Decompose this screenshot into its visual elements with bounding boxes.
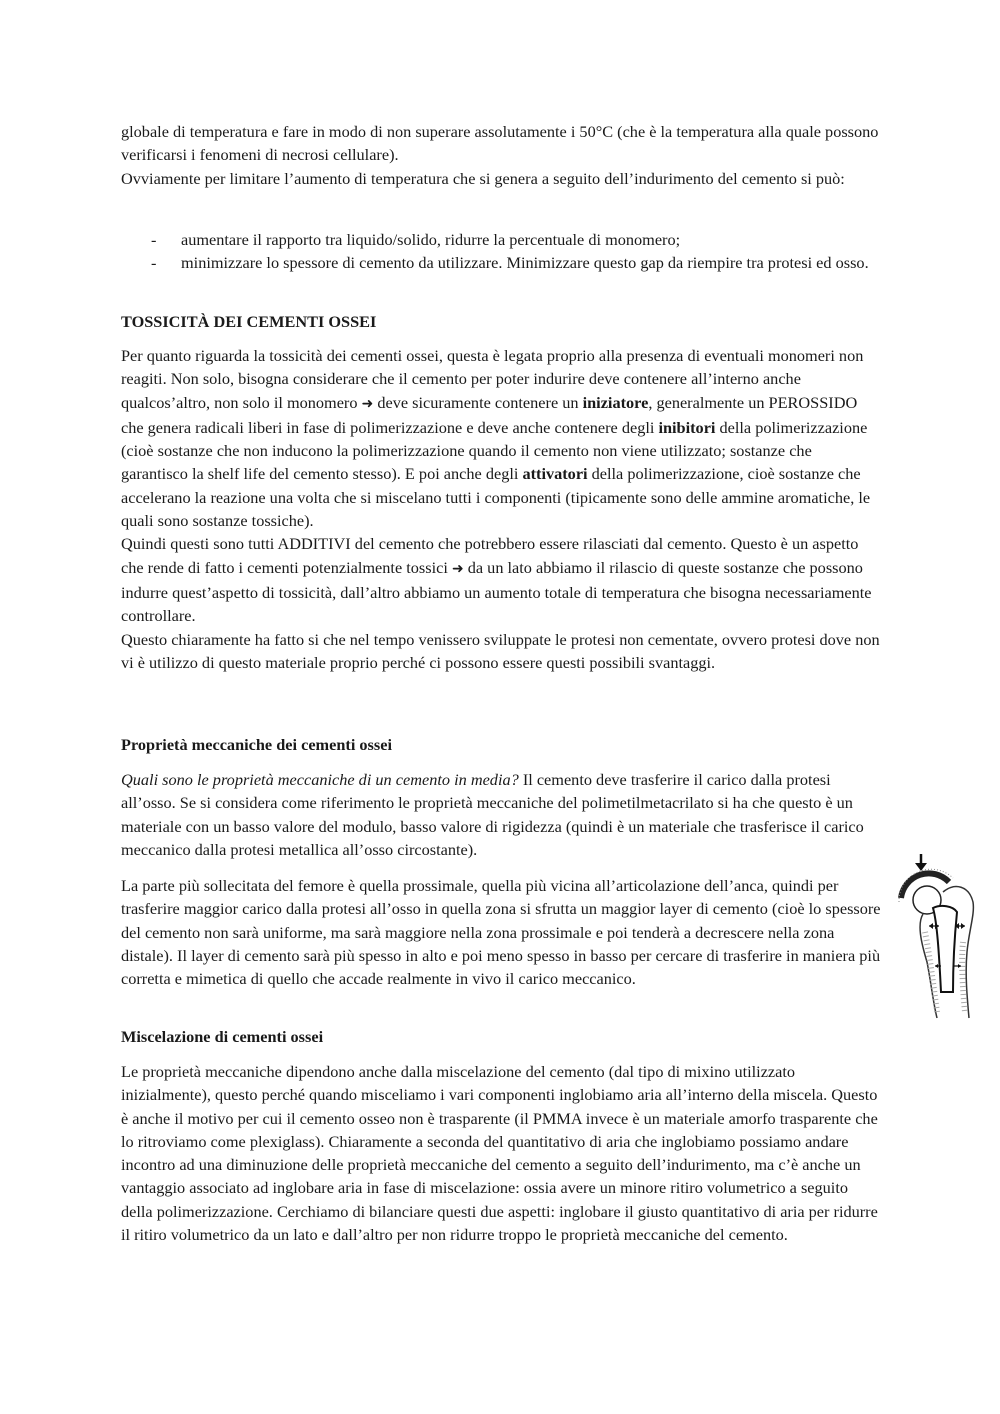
question-italic: Quali sono le proprietà meccaniche di un cemento in media? [121,770,519,789]
miscelazione-paragraph-1: Le proprietà meccaniche dipendono anche dalla miscelazione del cemento (dal tipo di mixino utilizzato inizialmente), questo perché quando misceliamo i vari componenti inglobiamo aria all’interno della miscela. Questo è anche il motivo per cui il cemento osseo non è trasparente (il PMMA invece è un materiale amorfo trasparente che lo ritroviamo come plexiglass). Chiaramente a seconda del quantitativo di aria che inglobiamo possiamo andare incontro ad una diminuzione delle proprietà meccaniche del cemento a seguito dell’indurimento, ma c’è anche un vantaggio associato ad inglobare aria in fase di miscelazione: ossia avere un minore ritiro volumetrico a seguito della polimerizzazione. Cerchiamo di bilanciare questi due aspetti: inglobare il giusto quantitativo di aria per ridurre il ritiro volumetrico da un lato e dall’altro per non ridurre troppo le proprietà meccaniche del cemento. [121,1062,878,1245]
intro-paragraph-2: Ovviamente per limitare l’aumento di temperatura che si genera a seguito dell’indurimento del cemento si può: [121,168,845,188]
tossicita-paragraph-1: Per quanto riguarda la tossicità dei cementi ossei, questa è legata proprio alla presenza di eventuali monomeri non reagiti. Non solo, bisogna considerare che il cemento per poter indurire deve contenere all’interno anche qualcos’altro, non solo il monomero ➜ deve sicuramente contenere un iniziatore, generalmente un PEROSSIDO che genera radicali liberi in fase di polimerizzazione e deve anche contenere degli inibitori della polimerizzazione (cioè sostanze che non inducono la polimerizzazione quando il cemento non viene utilizzato; sostanze che garantisco la shelf life del cemento stesso). E poi anche degli attivatori della polimerizzazione, cioè sostanze che accelerano la reazione una volta che si miscelano tutti i componenti (tipicamente sono delle ammine aromatiche, le quali sono sostanze tossiche). [121,346,871,531]
femur-prosthesis-illustration [883,852,993,1020]
list-item-text: aumentare il rapporto tra liquido/solido, ridurre la percentuale di monomero; [181,230,681,249]
miscelazione-body [121,1060,881,1246]
tossicita-section [121,310,881,333]
meccaniche-body-1 [121,768,881,861]
bullet-dash: - [151,253,157,273]
meccaniche-paragraph-1: Quali sono le proprietà meccaniche di un cemento in media? Il cemento deve trasferire il carico dalla protesi all’osso. Se si considera come riferimento le proprietà meccaniche del polimetilmetacrilato si ha che questo è un materiale con un basso valore del modulo, basso valore di rigidezza (quindi è un materiale che trasferisce il carico meccanico dalla protesi metallica all’osso circostante). [121,770,864,859]
arrow-right-icon: ➜ [361,395,374,412]
section-heading-meccaniche: Proprietà meccaniche dei cementi ossei [121,735,392,754]
meccaniche-body-2 [121,874,881,990]
bullet-dash: - [151,230,157,249]
intro-paragraph-1: globale di temperatura e fare in modo di non superare assolutamente i 50°C (che è la temperatura alla quale possono verificarsi i fenomeni di necrosi cellulare). [121,122,879,165]
list-item [121,228,881,251]
tossicita-paragraph-3: Questo chiaramente ha fatto si che nel tempo venissero sviluppate le protesi non cementate, ovvero protesi dove non vi è utilizzo di questo materiale proprio perché ci possono essere questi possibili svantaggi. [121,629,880,672]
section-heading-tossicita: TOSSICITÀ DEI CEMENTI OSSEI [121,312,377,331]
tossicita-paragraph-2: Quindi questi sono tutti ADDITIVI del cemento che potrebbero essere rilasciati dal cemento. Questo è un aspetto che rende di fatto i cementi potenzialmente tossici ➜ da un lato abbiamo il rilascio di queste sostanze che possono indurre quest’aspetto di tossicità, dall’altro abbiamo un aumento totale di temperatura che bisogna necessariamente controllare. [121,534,872,626]
term-attivatori: attivatori [522,464,588,484]
section-heading-miscelazione: Miscelazione di cementi ossei [121,1027,324,1046]
femur-diagram-icon [883,852,993,1020]
term-inibitori: inibitori [658,417,716,437]
intro-section [121,120,881,190]
intro-list [121,228,881,275]
meccaniche-section [121,733,881,756]
term-iniziatore: iniziatore [582,392,649,412]
arrow-right-icon: ➜ [451,560,464,577]
meccaniche-paragraph-2: La parte più sollecitata del femore è quella prossimale, quella più vicina all’articolazione dell’anca, quindi per trasferire maggior carico dalla protesi all’osso in quella zona si sfrutta un maggior layer di cemento (cioè lo spessore del cemento non sarà uniforme, ma sarà maggiore nella zona prossimale e poi tenderà a decrescere nella zona distale). Il layer di cemento sarà più spesso in alto e poi meno spesso in basso per cercare di trasferire in maniera più corretta e mimetica di quello che accade realmente in vivo il carico meccanico. [121,876,881,989]
list-item [121,251,881,274]
tossicita-body [121,344,881,674]
miscelazione-section [121,1025,881,1048]
intro-list-container [121,228,881,275]
list-item-text: minimizzare lo spessore di cemento da utilizzare. Minimizzare questo gap da riempire tra protesi ed osso. [181,253,869,273]
